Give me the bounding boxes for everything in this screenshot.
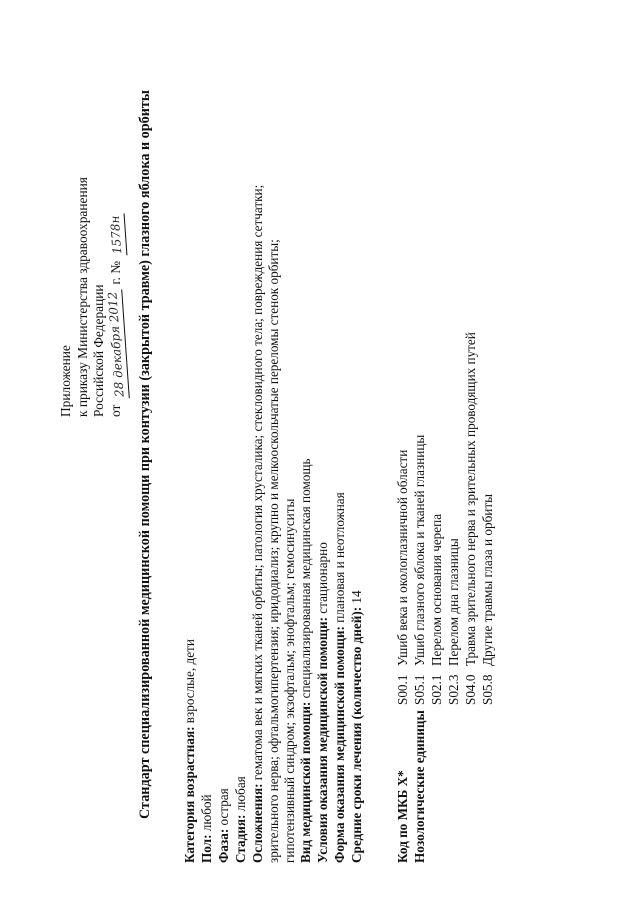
appendix-header [58,177,125,417]
field-care-conditions: Условия оказания медицинской помощи: стационарно [315,542,330,863]
number-prefix: г. № [107,261,123,285]
date-prefix: от [107,404,123,417]
appendix-title: Приложение [58,345,73,417]
icd-description: Ушиб глазного яблока и тканей глазницы [412,434,427,666]
icd-description: Перелом основания черепа [429,513,444,666]
icd-code: S02.1 [429,674,444,705]
appendix-date-line [104,177,127,417]
nosology-label: Нозологические единицы [412,710,427,863]
icd-code: S05.8 [480,674,495,705]
icd-code: S02.3 [446,674,461,705]
field-age: Категория возрастная: взрослые, дети [182,639,197,863]
field-stage: Стадия: любая [233,776,248,863]
icd-code-label: Код по МКБ X* [395,770,410,863]
field-care-form: Форма оказания медицинской помощи: плановая и неотложная [332,492,347,863]
appendix-order-line: к приказу Министерства здравоохранения [74,177,90,417]
field-phase: Фаза: острая [216,788,231,863]
field-treatment-duration: Средние сроки лечения (количество дней): 14 [349,590,364,863]
icd-code: S05.1 [412,674,427,705]
complications-line-2: зрительного нерва; офтальмогипертензия; иридодиализ; крупно и мелкооскольчатые переломы стенок орбиты; [266,239,281,863]
icd-description: Ушиб века и окологлазничной области [395,449,410,666]
document-title: Стандарт специализированной медицинской помощи при контузии (закрытой травме) глазного яблока и орбиты [137,90,153,819]
handwritten-date: 28 декабря 2012 [104,289,129,399]
icd-description: Перелом дна глазницы [446,538,461,666]
field-sex: Пол: любой [199,794,214,863]
field-care-type: Вид медицинской помощи: специализированная медицинская помощь [298,458,313,863]
icd-code: S04.0 [463,674,478,705]
handwritten-number: 1578н [106,213,126,257]
field-complications: Осложнения: гематома век и мягких тканей орбиты; патология хрусталика; стекловидного тела; повреждения сетчатки; [250,184,265,863]
complications-line-3: гипотензивный синдром; экзофтальм; энофтальм; гемосинуситы [282,498,297,863]
icd-description: Травма зрительного нерва и зрительных проводящих путей [463,332,478,666]
icd-description: Другие травмы глаза и орбиты [480,494,495,666]
appendix-federation-line: Российской Федерации [91,284,106,417]
icd-code: S00.1 [395,674,410,705]
